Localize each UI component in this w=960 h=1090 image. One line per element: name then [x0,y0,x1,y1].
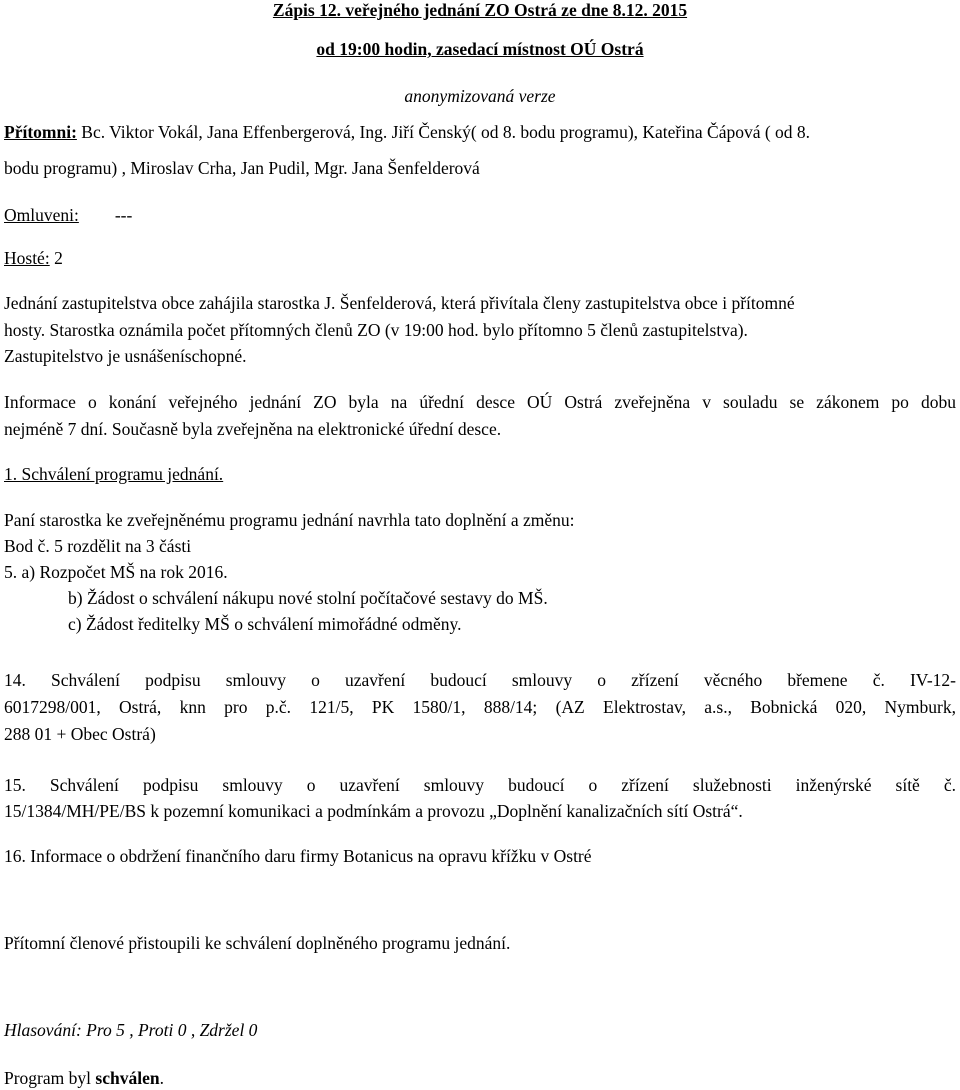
opening-line-3: Zastupitelstvo je usnášeníschopné. [4,346,247,366]
vote-result: Hlasování: Pro 5 , Proti 0 , Zdržel 0 [4,1020,258,1040]
document-subtitle: od 19:00 hodin, zasedací místnost OÚ Ostrá [316,39,644,59]
opening-line-2: hosty. Starostka oznámila počet přítomných členů ZO (v 19:00 hod. bylo přítomno 5 členů zastupitelstva). [4,320,748,340]
item-1-sub-b: b) Žádost o schválení nákupu nové stolní počítačové sestavy do MŠ. [68,588,548,608]
info-line-2: nejméně 7 dní. Současně byla zveřejněna na elektronické úřední desce. [4,419,502,439]
item-1-sub-c: c) Žádost ředitelky MŠ o schválení mimořádné odměny. [68,614,462,634]
excused-line [4,204,132,226]
present-names-2: bodu programu) , Miroslav Crha, Jan Pudil, Mgr. Jana Šenfelderová [4,158,480,178]
version-note: anonymizovaná verze [404,86,556,106]
guests-label: Hosté: [4,248,50,268]
info-line-1: Informace o konání veřejného jednání ZO byla na úřední desce OÚ Ostrá zveřejněna v souladu se zákonem po dobu [4,392,956,412]
opening-line-1: Jednání zastupitelstva obce zahájila starostka J. Šenfelderová, která přivítala členy zastupitelstva obce i přítomné [4,293,795,313]
document-title: Zápis 12. veřejného jednání ZO Ostrá ze dne 8.12. 2015 [272,0,688,20]
point-14-line-3: 288 01 + Obec Ostrá) [4,724,156,744]
point-16: 16. Informace o obdržení finančního daru firmy Botanicus na opravu křížku v Ostré [4,846,592,866]
item-1-heading: 1. Schválení programu jednání. [4,464,224,484]
point-14-line-2: 6017298/001, Ostrá, knn pro p.č. 121/5, PK 1580/1, 888/14; (AZ Elektrostav, a.s., Bobnická 020, Nymburk, [4,697,956,717]
excused-label: Omluveni: [4,205,79,225]
item-1-bod: Bod č. 5 rozdělit na 3 části [4,536,192,556]
program-result [4,1067,164,1089]
program-result-prefix: Program byl [4,1068,96,1088]
guests-line [4,247,63,269]
point-14-line-1: 14. Schválení podpisu smlouvy o uzavření budoucí smlouvy o zřízení věcného břemene č. IV-12- [4,670,956,690]
present-label: Přítomni: [4,122,77,142]
program-result-bold: schválen [95,1068,160,1088]
point-15-line-1: 15. Schválení podpisu smlouvy o uzavření smlouvy budoucí o zřízení služebnosti inženýrské sítě č. [4,775,956,795]
item-1-intro: Paní starostka ke zveřejněnému programu jednání navrhla tato doplnění a změnu: [4,510,575,530]
excused-value: --- [114,205,133,225]
item-1-sub-a: 5. a) Rozpočet MŠ na rok 2016. [4,562,228,582]
point-15-line-2: 15/1384/MH/PE/BS k pozemní komunikaci a podmínkám a provozu „Doplnění kanalizačních sítí Ostrá“. [4,801,743,821]
program-result-suffix: . [159,1068,164,1088]
present-names-1: Bc. Viktor Vokál, Jana Effenbergerová, Ing. Jiří Čenský( od 8. bodu programu), Kateřina Čápová ( od 8. [76,122,811,142]
guests-value: 2 [49,248,63,268]
approval-statement: Přítomní členové přistoupili ke schválení doplněného programu jednání. [4,933,511,953]
present-line-1 [4,121,810,143]
